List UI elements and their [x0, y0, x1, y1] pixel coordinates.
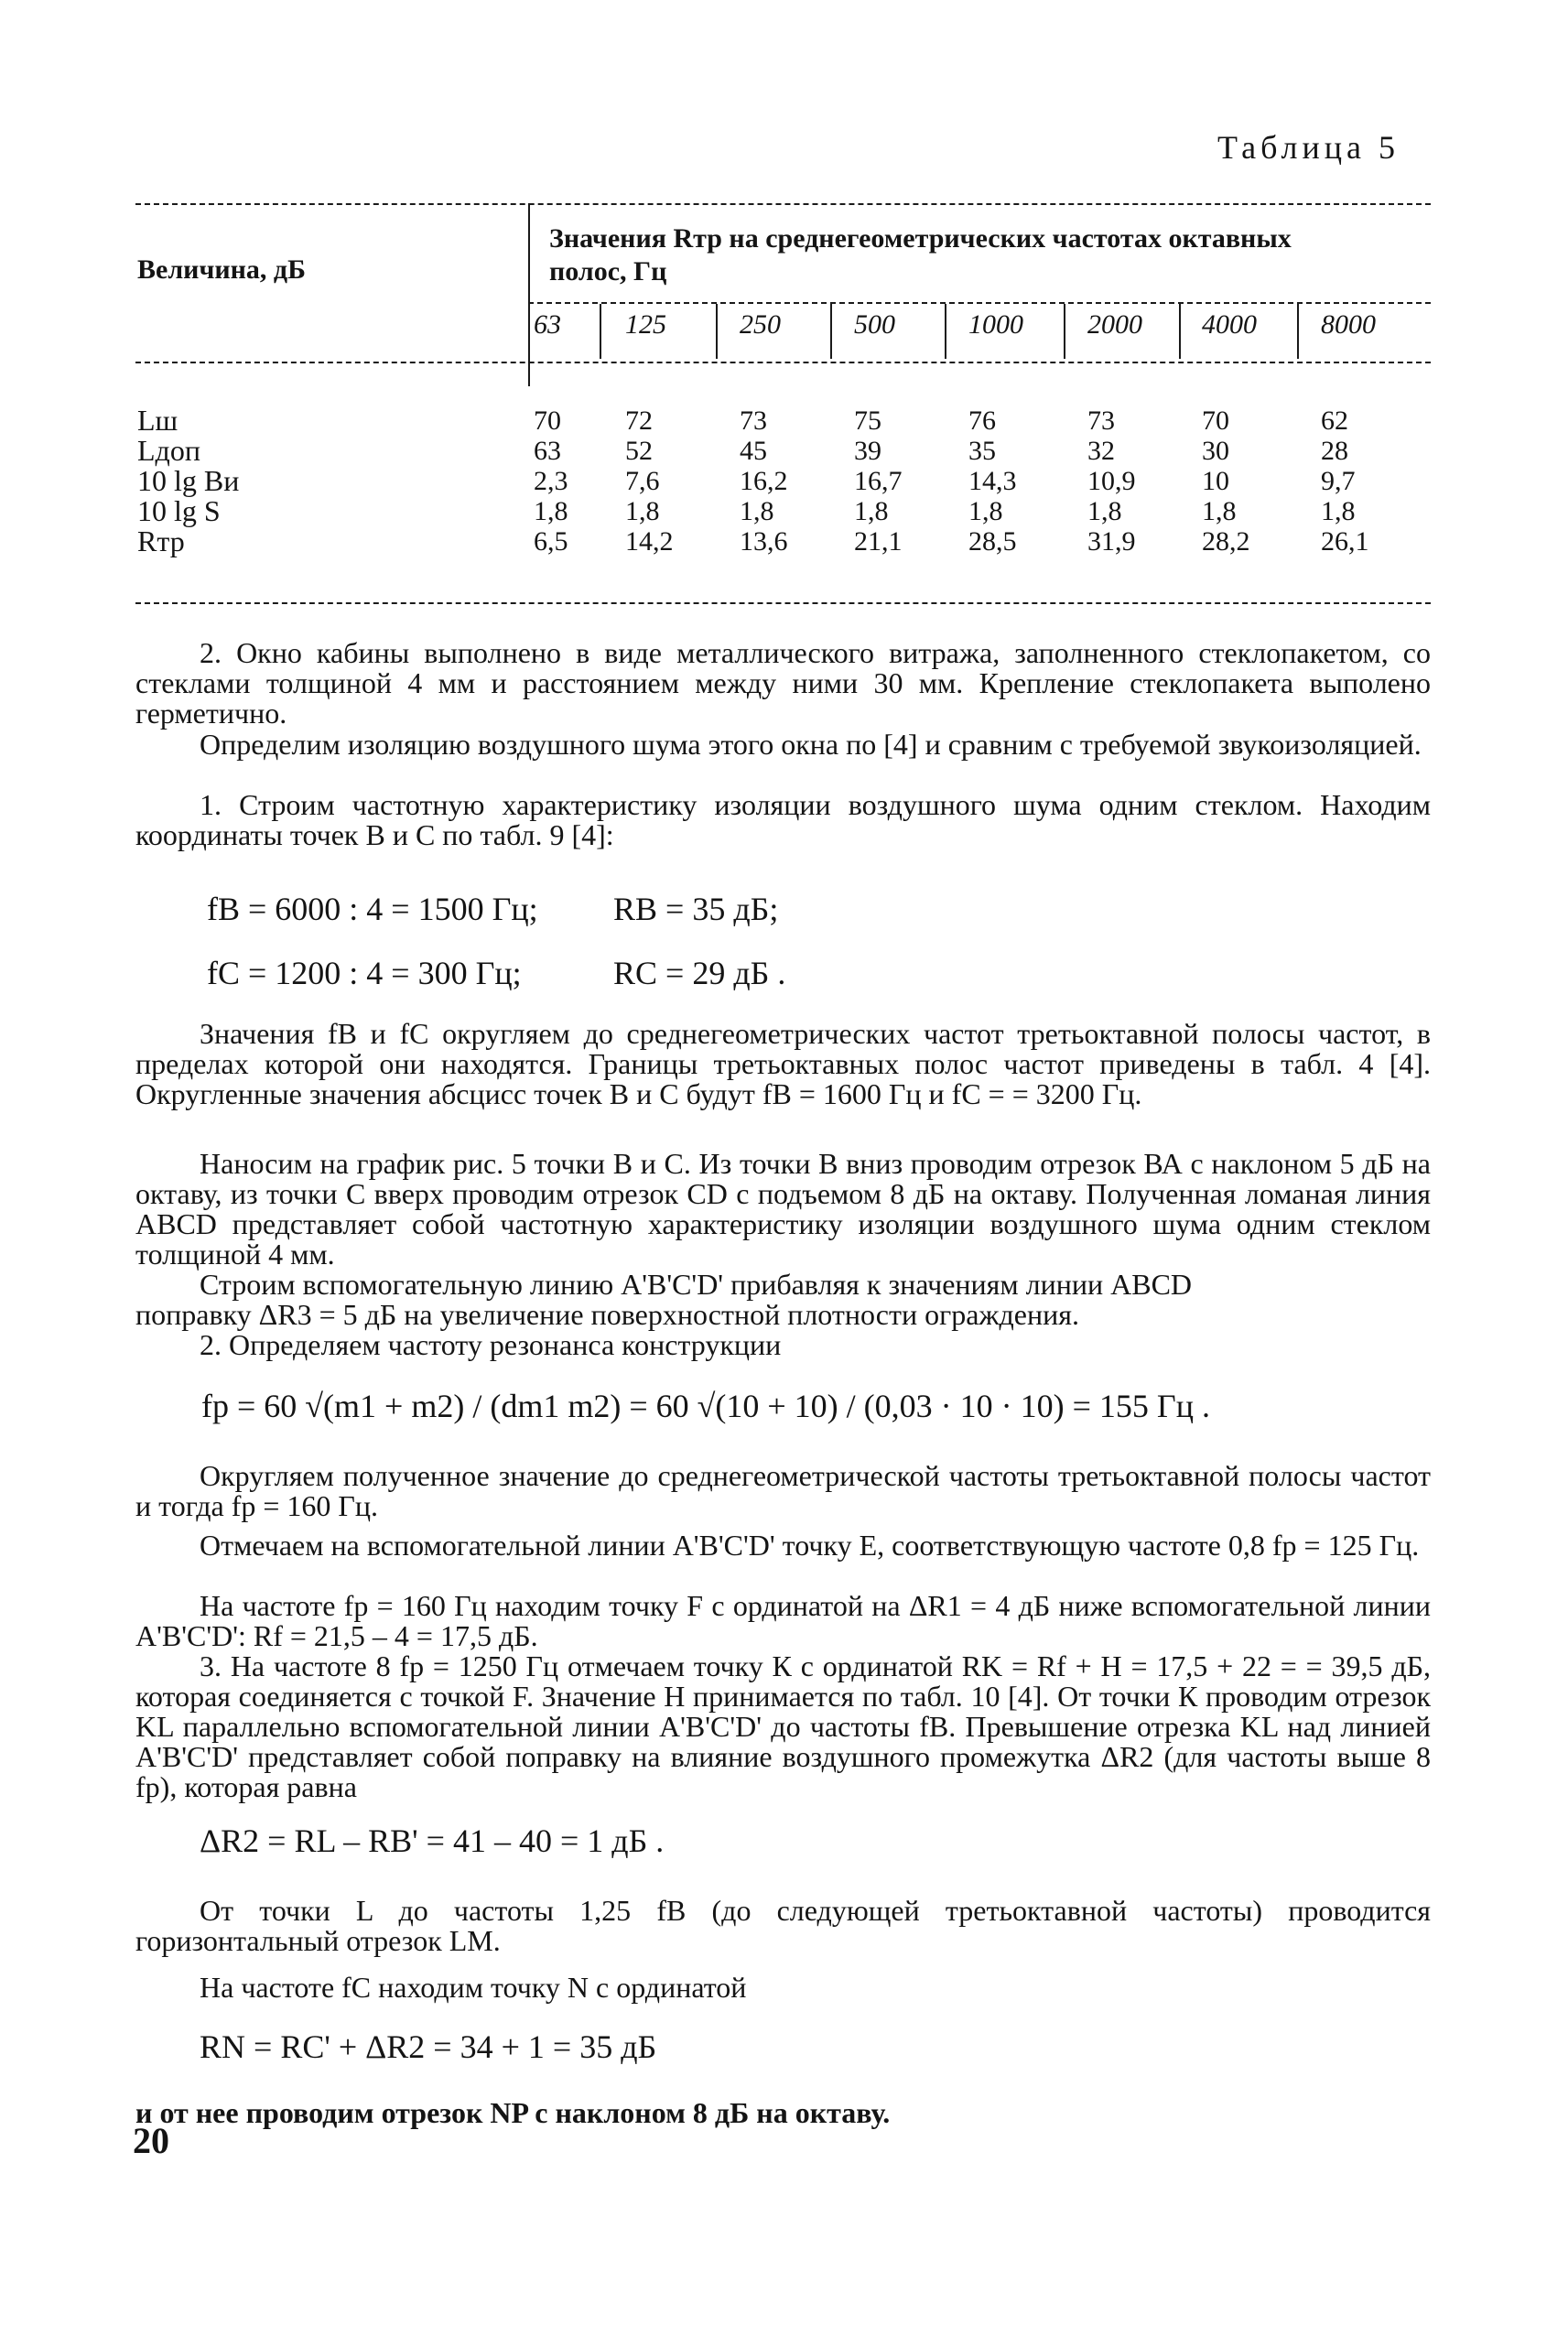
paragraph-point-n: На частоте fC находим точку N с ординатой: [200, 1971, 747, 2004]
table-cell: 70: [1202, 406, 1229, 436]
row-label: Lдоп: [137, 434, 200, 467]
table-cell: 52: [625, 436, 653, 466]
table-cell: 16,7: [854, 466, 903, 496]
table-cell: 28,2: [1202, 526, 1250, 557]
quantity-column-header: Величина, дБ: [137, 254, 306, 285]
row-label: 10 lg S: [137, 494, 221, 527]
freq-8000: 8000: [1321, 309, 1376, 340]
freq-separator: [1297, 304, 1299, 359]
freq-separator: [830, 304, 832, 359]
freq-63: 63: [534, 309, 561, 340]
row-label: Lш: [137, 404, 178, 437]
table-cell: 14,2: [625, 526, 674, 557]
table-cell: 76: [968, 406, 996, 436]
table-cell: 10: [1202, 466, 1229, 496]
page-number: 20: [133, 2120, 169, 2161]
paragraph-aux-line-1: Строим вспомогательную линию A'B'C'D' прибавляя к значениям линии ABCD: [200, 1268, 1193, 1301]
paragraph-point-f: На частоте fр = 160 Гц находим точку F с ординатой на ΔR1 = 4 дБ ниже вспомогательной линии A'B'C'D': Rf = 21,5 – 4 = 17,5 дБ.: [135, 1589, 1431, 1652]
table-caption: Таблица 5: [1217, 129, 1400, 166]
paragraph-plot-points: Наносим на график рис. 5 точки В и С. Из точки В вниз проводим отрезок ВА с наклоном 5 дБ на октаву, из точки С вверх проводим отрезок CD с подъемом 8 дБ на октаву. Полученная ломаная линия ABCD представляет собой частотную характеристику изоляции воздушного шума одним стеклом толщиной 4 мм.: [135, 1147, 1431, 1271]
table-cell: 26,1: [1321, 526, 1369, 557]
freq-500: 500: [854, 309, 895, 340]
table-freq-rule: [528, 302, 1431, 304]
table-top-rule: [135, 203, 1431, 205]
formula-resonance: fр = 60 √(m1 + m2) / (dm1 m2) = 60 √(10 + 10) / (0,03 · 10 · 10) = 155 Гц .: [201, 1388, 1210, 1424]
table-cell: 7,6: [625, 466, 660, 496]
table-cell: 1,8: [1321, 496, 1356, 526]
freq-2000: 2000: [1087, 309, 1142, 340]
paragraph-rounding: Значения fB и fC округляем до среднегеометрических частот третьоктавной полосы частот, в пределах которой они находятся. Границы третьоктавных полос частот приведены в табл. 4 [4]. Округленные значения абсцисс точек В и С будут fB = 1600 Гц и fC = = 3200 Гц.: [135, 1017, 1431, 1110]
table-header-divider: [528, 203, 530, 386]
table-cell: 28,5: [968, 526, 1017, 557]
paragraph-segment-lm: От точки L до частоты 1,25 fB (до следующей третьоктавной частоты) проводится горизонтальный отрезок LM.: [135, 1894, 1432, 1957]
table-cell: 28: [1321, 436, 1348, 466]
table-header-bottom-rule: [135, 362, 1431, 363]
table-cell: 1,8: [968, 496, 1003, 526]
formula-fb: fB = 6000 : 4 = 1500 Гц;: [207, 891, 538, 927]
table-cell: 73: [1087, 406, 1115, 436]
values-column-header-line1: Значения Rтр на среднегеометрических частотах октавных: [549, 223, 1292, 254]
freq-separator: [1179, 304, 1181, 359]
paragraph-step3: 3. На частоте 8 fр = 1250 Гц отмечаем точку К с ординатой RK = Rf + H = 17,5 + 22 = = 39,5 дБ, которая соединяется с точкой F. Значение H принимается по табл. 10 [4]. От точки К проводим отрезок KL параллельно вспомогательной линии A'B'C'D' до частоты fB. Превышение отрезка KL над линией A'B'C'D' представляет собой поправку на влияние воздушного промежутка ΔR2 (для частоты выше 8 fр), которая равна: [135, 1649, 1431, 1803]
table-cell: 13,6: [740, 526, 788, 557]
table-cell: 21,1: [854, 526, 903, 557]
paragraph-aux-line-2: поправку ΔR3 = 5 дБ на увеличение поверхностной плотности ограждения.: [135, 1298, 1079, 1331]
table-cell: 31,9: [1087, 526, 1136, 557]
table-cell: 45: [740, 436, 767, 466]
table-cell: 62: [1321, 406, 1348, 436]
table-cell: 2,3: [534, 466, 568, 496]
freq-1000: 1000: [968, 309, 1023, 340]
table-cell: 1,8: [534, 496, 568, 526]
values-column-header-line2: полос, Гц: [549, 256, 667, 287]
freq-separator: [600, 304, 601, 359]
table-cell: 1,8: [1087, 496, 1122, 526]
table-cell: 1,8: [740, 496, 774, 526]
table-cell: 75: [854, 406, 881, 436]
table-cell: 1,8: [625, 496, 660, 526]
table-cell: 35: [968, 436, 996, 466]
freq-125: 125: [625, 309, 666, 340]
freq-separator: [945, 304, 946, 359]
table-cell: 16,2: [740, 466, 788, 496]
paragraph-window-description: 2. Окно кабины выполнено в виде металлического витража, заполненного стеклопакетом, со стеклами толщиной 4 мм и расстоянием между ними 30 мм. Крепление стеклопакета выполено герметично.: [135, 636, 1431, 730]
formula-rn: RN = RC' + ΔR2 = 34 + 1 = 35 дБ: [200, 2028, 657, 2065]
formula-fc: fC = 1200 : 4 = 300 Гц;: [207, 955, 522, 991]
table-cell: 63: [534, 436, 561, 466]
table-cell: 70: [534, 406, 561, 436]
paragraph-segment-np: и от нее проводим отрезок NP с наклоном 8 дБ на октаву.: [135, 2096, 891, 2129]
table-cell: 9,7: [1321, 466, 1356, 496]
table-cell: 73: [740, 406, 767, 436]
table-cell: 39: [854, 436, 881, 466]
formula-delta-r2: ΔR2 = RL – RB' = 41 – 40 = 1 дБ .: [200, 1822, 665, 1859]
table-cell: 30: [1202, 436, 1229, 466]
freq-separator: [716, 304, 718, 359]
table-cell: 6,5: [534, 526, 568, 557]
table-cell: 1,8: [1202, 496, 1237, 526]
table-cell: 1,8: [854, 496, 889, 526]
formula-rc: RC = 29 дБ .: [613, 955, 786, 991]
paragraph-step2: 2. Определяем частоту резонанса конструкции: [200, 1328, 782, 1361]
table-cell: 14,3: [968, 466, 1017, 496]
paragraph-step1: 1. Строим частотную характеристику изоляции воздушного шума одним стеклом. Находим координаты точек В и С по табл. 9 [4]:: [135, 788, 1431, 851]
freq-250: 250: [740, 309, 781, 340]
freq-4000: 4000: [1202, 309, 1257, 340]
paragraph-round-resonance: Округляем полученное значение до среднегеометрической частоты третьоктавной полосы частот и тогда fр = 160 Гц.: [135, 1459, 1431, 1522]
table-bottom-rule: [135, 602, 1431, 604]
freq-separator: [1064, 304, 1065, 359]
row-label: Rтр: [137, 524, 185, 557]
table-cell: 10,9: [1087, 466, 1136, 496]
paragraph-point-e: Отмечаем на вспомогательной линии A'B'C'D' точку E, соответствующую частоте 0,8 fр = 125 Гц.: [200, 1529, 1420, 1562]
paragraph-goal: Определим изоляцию воздушного шума этого окна по [4] и сравним с требуемой звукоизоляцией.: [200, 728, 1422, 761]
table-cell: 72: [625, 406, 653, 436]
table-cell: 32: [1087, 436, 1115, 466]
formula-rb: RB = 35 дБ;: [613, 891, 779, 927]
row-label: 10 lg Bи: [137, 464, 240, 497]
